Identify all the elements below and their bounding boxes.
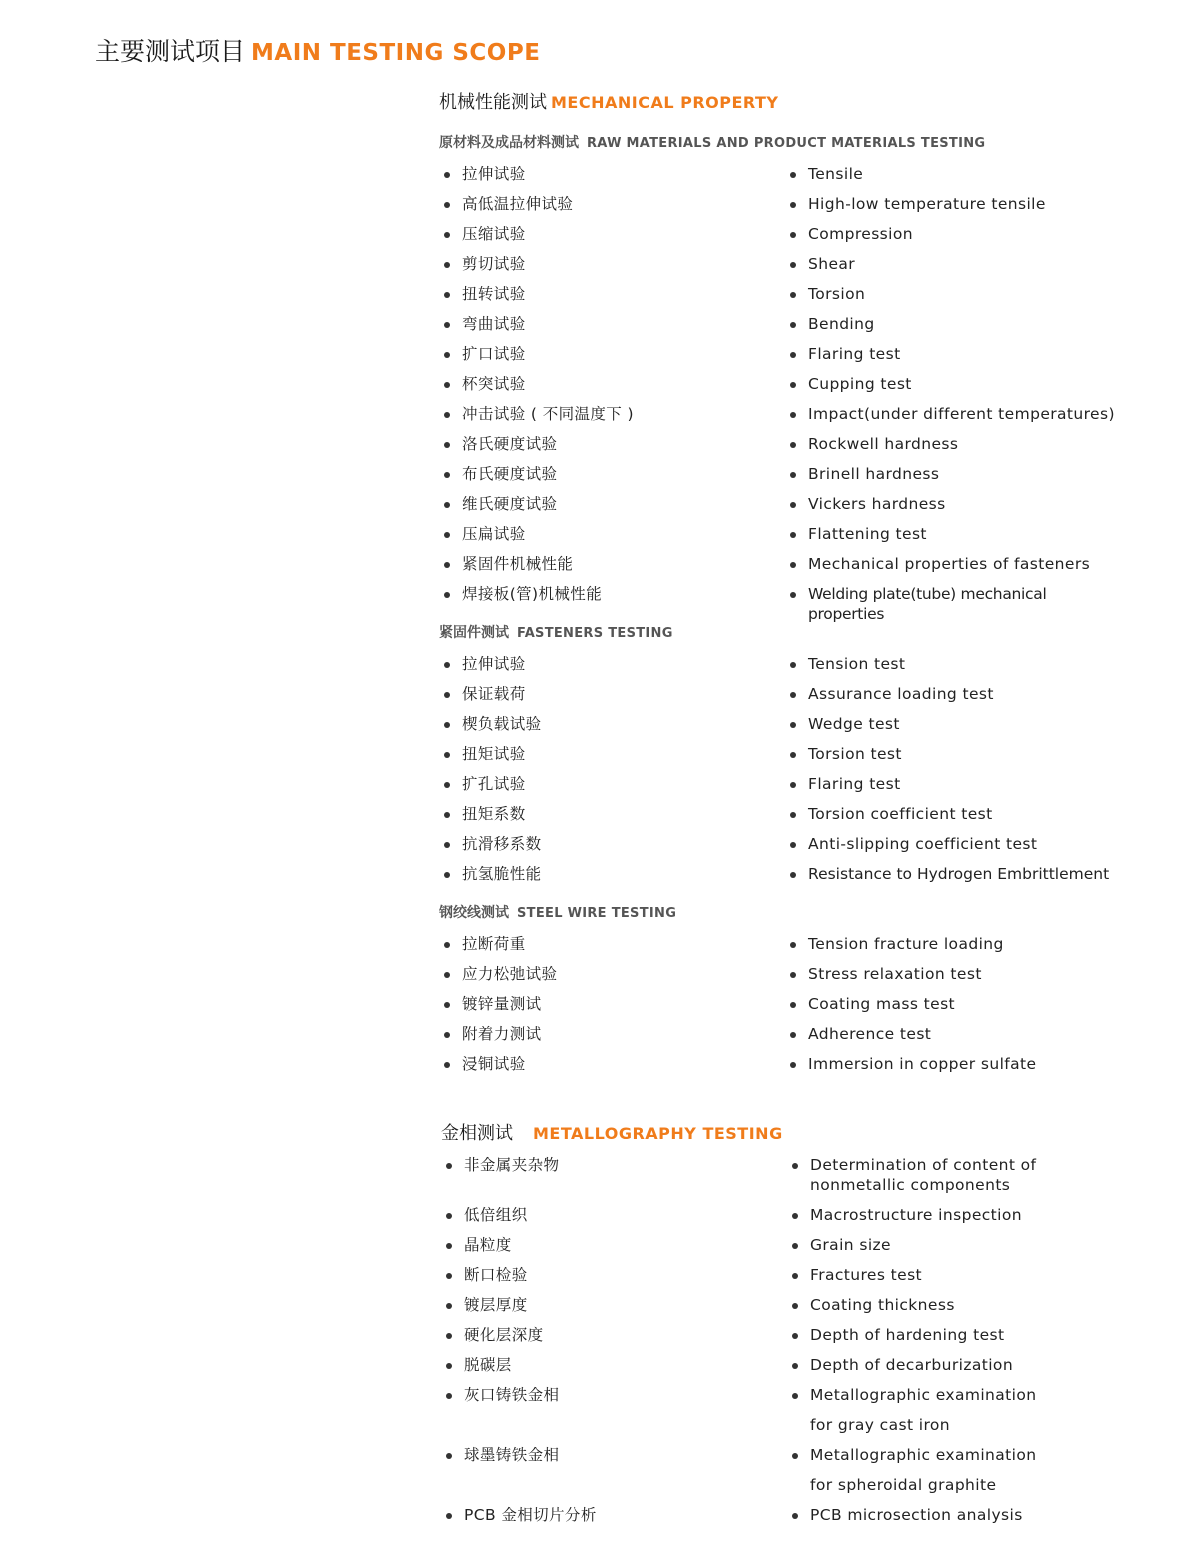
metallography-list <box>441 1155 1141 1535</box>
list-item <box>439 774 1139 804</box>
raw-materials-heading-en: RAW MATERIALS AND PRODUCT MATERIALS TESTING <box>587 136 986 151</box>
item-cn: 晶粒度 <box>464 1236 512 1254</box>
list-item <box>439 254 1139 284</box>
list-item <box>439 524 1139 554</box>
item-cn: 楔负载试验 <box>462 715 542 733</box>
item-cn: 维氏硬度试验 <box>462 495 558 513</box>
item-en: Compression <box>808 225 913 243</box>
steel-wire-list <box>439 934 1139 1084</box>
item-en: PCB microsection analysis <box>810 1506 1023 1524</box>
item-en: Mechanical properties of fasteners <box>808 555 1091 573</box>
item-cn: 球墨铸铁金相 <box>464 1446 560 1464</box>
item-cn: 保证载荷 <box>462 685 526 703</box>
item-cn: 镀层厚度 <box>464 1296 528 1314</box>
item-en: Metallographic examination for spheroidal graphite <box>810 1446 1037 1494</box>
item-en: Rockwell hardness <box>808 435 959 453</box>
fasteners-section <box>439 623 1139 894</box>
item-cn: 扩口试验 <box>462 345 526 363</box>
item-en: High-low temperature tensile <box>808 195 1046 213</box>
item-en: Flaring test <box>808 345 901 363</box>
metallography-heading-en: METALLOGRAPHY TESTING <box>533 1124 783 1143</box>
item-en: Grain size <box>810 1236 891 1254</box>
steel-wire-section <box>439 903 1139 1084</box>
list-item <box>439 744 1139 774</box>
list-item <box>441 1235 1141 1265</box>
list-item <box>441 1205 1141 1235</box>
list-item <box>441 1325 1141 1355</box>
raw-materials-list <box>439 164 1139 623</box>
steel-wire-heading <box>439 903 1139 924</box>
list-item <box>439 964 1139 994</box>
list-item <box>439 164 1139 194</box>
item-en: Vickers hardness <box>808 495 946 513</box>
item-cn: 扭矩系数 <box>462 805 526 823</box>
item-cn: 抗滑移系数 <box>462 835 542 853</box>
mechanical-heading-cn: 机械性能测试 <box>439 92 547 113</box>
item-cn: 浸铜试验 <box>462 1055 526 1073</box>
metallography-heading-cn: 金相测试 <box>441 1123 513 1144</box>
item-en: Anti-slipping coefficient test <box>808 835 1038 853</box>
item-en: Assurance loading test <box>808 685 994 703</box>
mechanical-heading <box>439 90 1139 116</box>
item-en: Cupping test <box>808 375 912 393</box>
item-cn: 扭转试验 <box>462 285 526 303</box>
item-en: Welding plate(tube) mechanical properties <box>808 585 1047 623</box>
list-item <box>441 1445 1141 1505</box>
item-cn: 高低温拉伸试验 <box>462 195 574 213</box>
item-en: Tension test <box>808 655 906 673</box>
list-item <box>439 864 1139 894</box>
fasteners-heading <box>439 623 1139 644</box>
steel-wire-heading-en: STEEL WIRE TESTING <box>517 906 677 921</box>
item-cn: 镀锌量测试 <box>462 995 542 1013</box>
list-item <box>439 554 1139 584</box>
raw-materials-heading <box>439 133 1139 154</box>
fasteners-list <box>439 654 1139 894</box>
item-en: Adherence test <box>808 1025 932 1043</box>
item-cn: 扭矩试验 <box>462 745 526 763</box>
page-title-en: MAIN TESTING SCOPE <box>251 40 541 66</box>
list-item <box>439 584 1139 623</box>
item-cn: 焊接板(管)机械性能 <box>462 585 603 603</box>
item-en: Determination of content of nonmetallic components <box>810 1156 1037 1194</box>
item-cn: 灰口铸铁金相 <box>464 1386 560 1404</box>
item-en: Shear <box>808 255 856 273</box>
list-item <box>441 1265 1141 1295</box>
list-item <box>439 494 1139 524</box>
item-en: Macrostructure inspection <box>810 1206 1022 1224</box>
list-item <box>439 654 1139 684</box>
raw-materials-section <box>439 133 1139 623</box>
item-en: Depth of decarburization <box>810 1356 1014 1374</box>
item-en: Coating thickness <box>810 1296 955 1314</box>
item-cn: 杯突试验 <box>462 375 526 393</box>
list-item <box>439 344 1139 374</box>
item-en: Immersion in copper sulfate <box>808 1055 1037 1073</box>
item-en: Torsion <box>808 285 866 303</box>
metallography-section <box>441 1121 1141 1535</box>
list-item <box>439 284 1139 314</box>
item-cn: 扩孔试验 <box>462 775 526 793</box>
list-item <box>439 374 1139 404</box>
item-en: Flattening test <box>808 525 927 543</box>
list-item <box>439 1024 1139 1054</box>
item-en: Coating mass test <box>808 995 956 1013</box>
raw-materials-heading-cn: 原材料及成品材料测试 <box>439 135 579 151</box>
item-en: Resistance to Hydrogen Embrittlement <box>808 865 1110 883</box>
list-item <box>439 714 1139 744</box>
item-cn: 压缩试验 <box>462 225 526 243</box>
page-title <box>95 34 540 71</box>
item-en: Brinell hardness <box>808 465 940 483</box>
item-en: Torsion coefficient test <box>808 805 993 823</box>
mechanical-section <box>439 90 1139 116</box>
item-en: Bending <box>808 315 875 333</box>
item-en: Impact(under different temperatures) <box>808 405 1115 423</box>
fasteners-heading-cn: 紧固件测试 <box>439 625 509 641</box>
steel-wire-heading-cn: 钢绞线测试 <box>439 905 509 921</box>
item-cn: 洛氏硬度试验 <box>462 435 558 453</box>
list-item <box>439 434 1139 464</box>
item-cn: 硬化层深度 <box>464 1326 544 1344</box>
item-en: Tension fracture loading <box>808 935 1004 953</box>
item-cn: 紧固件机械性能 <box>462 555 574 573</box>
list-item <box>439 1054 1139 1084</box>
item-cn: 断口检验 <box>464 1266 528 1284</box>
item-cn: 拉伸试验 <box>462 165 526 183</box>
item-en: Fractures test <box>810 1266 923 1284</box>
fasteners-heading-en: FASTENERS TESTING <box>517 626 673 641</box>
list-item <box>439 934 1139 964</box>
item-cn: PCB 金相切片分析 <box>464 1506 597 1524</box>
list-item <box>441 1295 1141 1325</box>
item-cn: 布氏硬度试验 <box>462 465 558 483</box>
item-en: Depth of hardening test <box>810 1326 1005 1344</box>
list-item <box>439 804 1139 834</box>
item-cn: 非金属夹杂物 <box>464 1156 560 1174</box>
item-en: Torsion test <box>808 745 902 763</box>
list-item <box>441 1505 1141 1535</box>
list-item <box>441 1385 1141 1445</box>
item-cn: 剪切试验 <box>462 255 526 273</box>
item-en: Flaring test <box>808 775 901 793</box>
page-title-cn: 主要测试项目 <box>95 37 246 66</box>
list-item <box>439 464 1139 494</box>
list-item <box>439 314 1139 344</box>
item-en: Metallographic examination for gray cast iron <box>810 1386 1037 1434</box>
list-item <box>439 684 1139 714</box>
item-cn: 脱碳层 <box>464 1356 512 1374</box>
item-cn: 拉伸试验 <box>462 655 526 673</box>
item-cn: 应力松弛试验 <box>462 965 558 983</box>
item-cn: 附着力测试 <box>462 1025 542 1043</box>
list-item <box>441 1155 1141 1205</box>
list-item <box>439 194 1139 224</box>
list-item <box>439 834 1139 864</box>
item-cn: 拉断荷重 <box>462 935 526 953</box>
list-item <box>439 224 1139 254</box>
item-cn: 抗氢脆性能 <box>462 865 542 883</box>
item-cn: 低倍组织 <box>464 1206 528 1224</box>
mechanical-heading-en: MECHANICAL PROPERTY <box>551 93 779 112</box>
metallography-heading <box>441 1121 1141 1147</box>
item-cn: 压扁试验 <box>462 525 526 543</box>
list-item <box>439 994 1139 1024</box>
item-en: Tensile <box>808 165 864 183</box>
item-en: Wedge test <box>808 715 900 733</box>
list-item <box>439 404 1139 434</box>
item-en: Stress relaxation test <box>808 965 982 983</box>
item-cn: 弯曲试验 <box>462 315 526 333</box>
item-cn: 冲击试验 ( 不同温度下 ) <box>462 405 634 423</box>
